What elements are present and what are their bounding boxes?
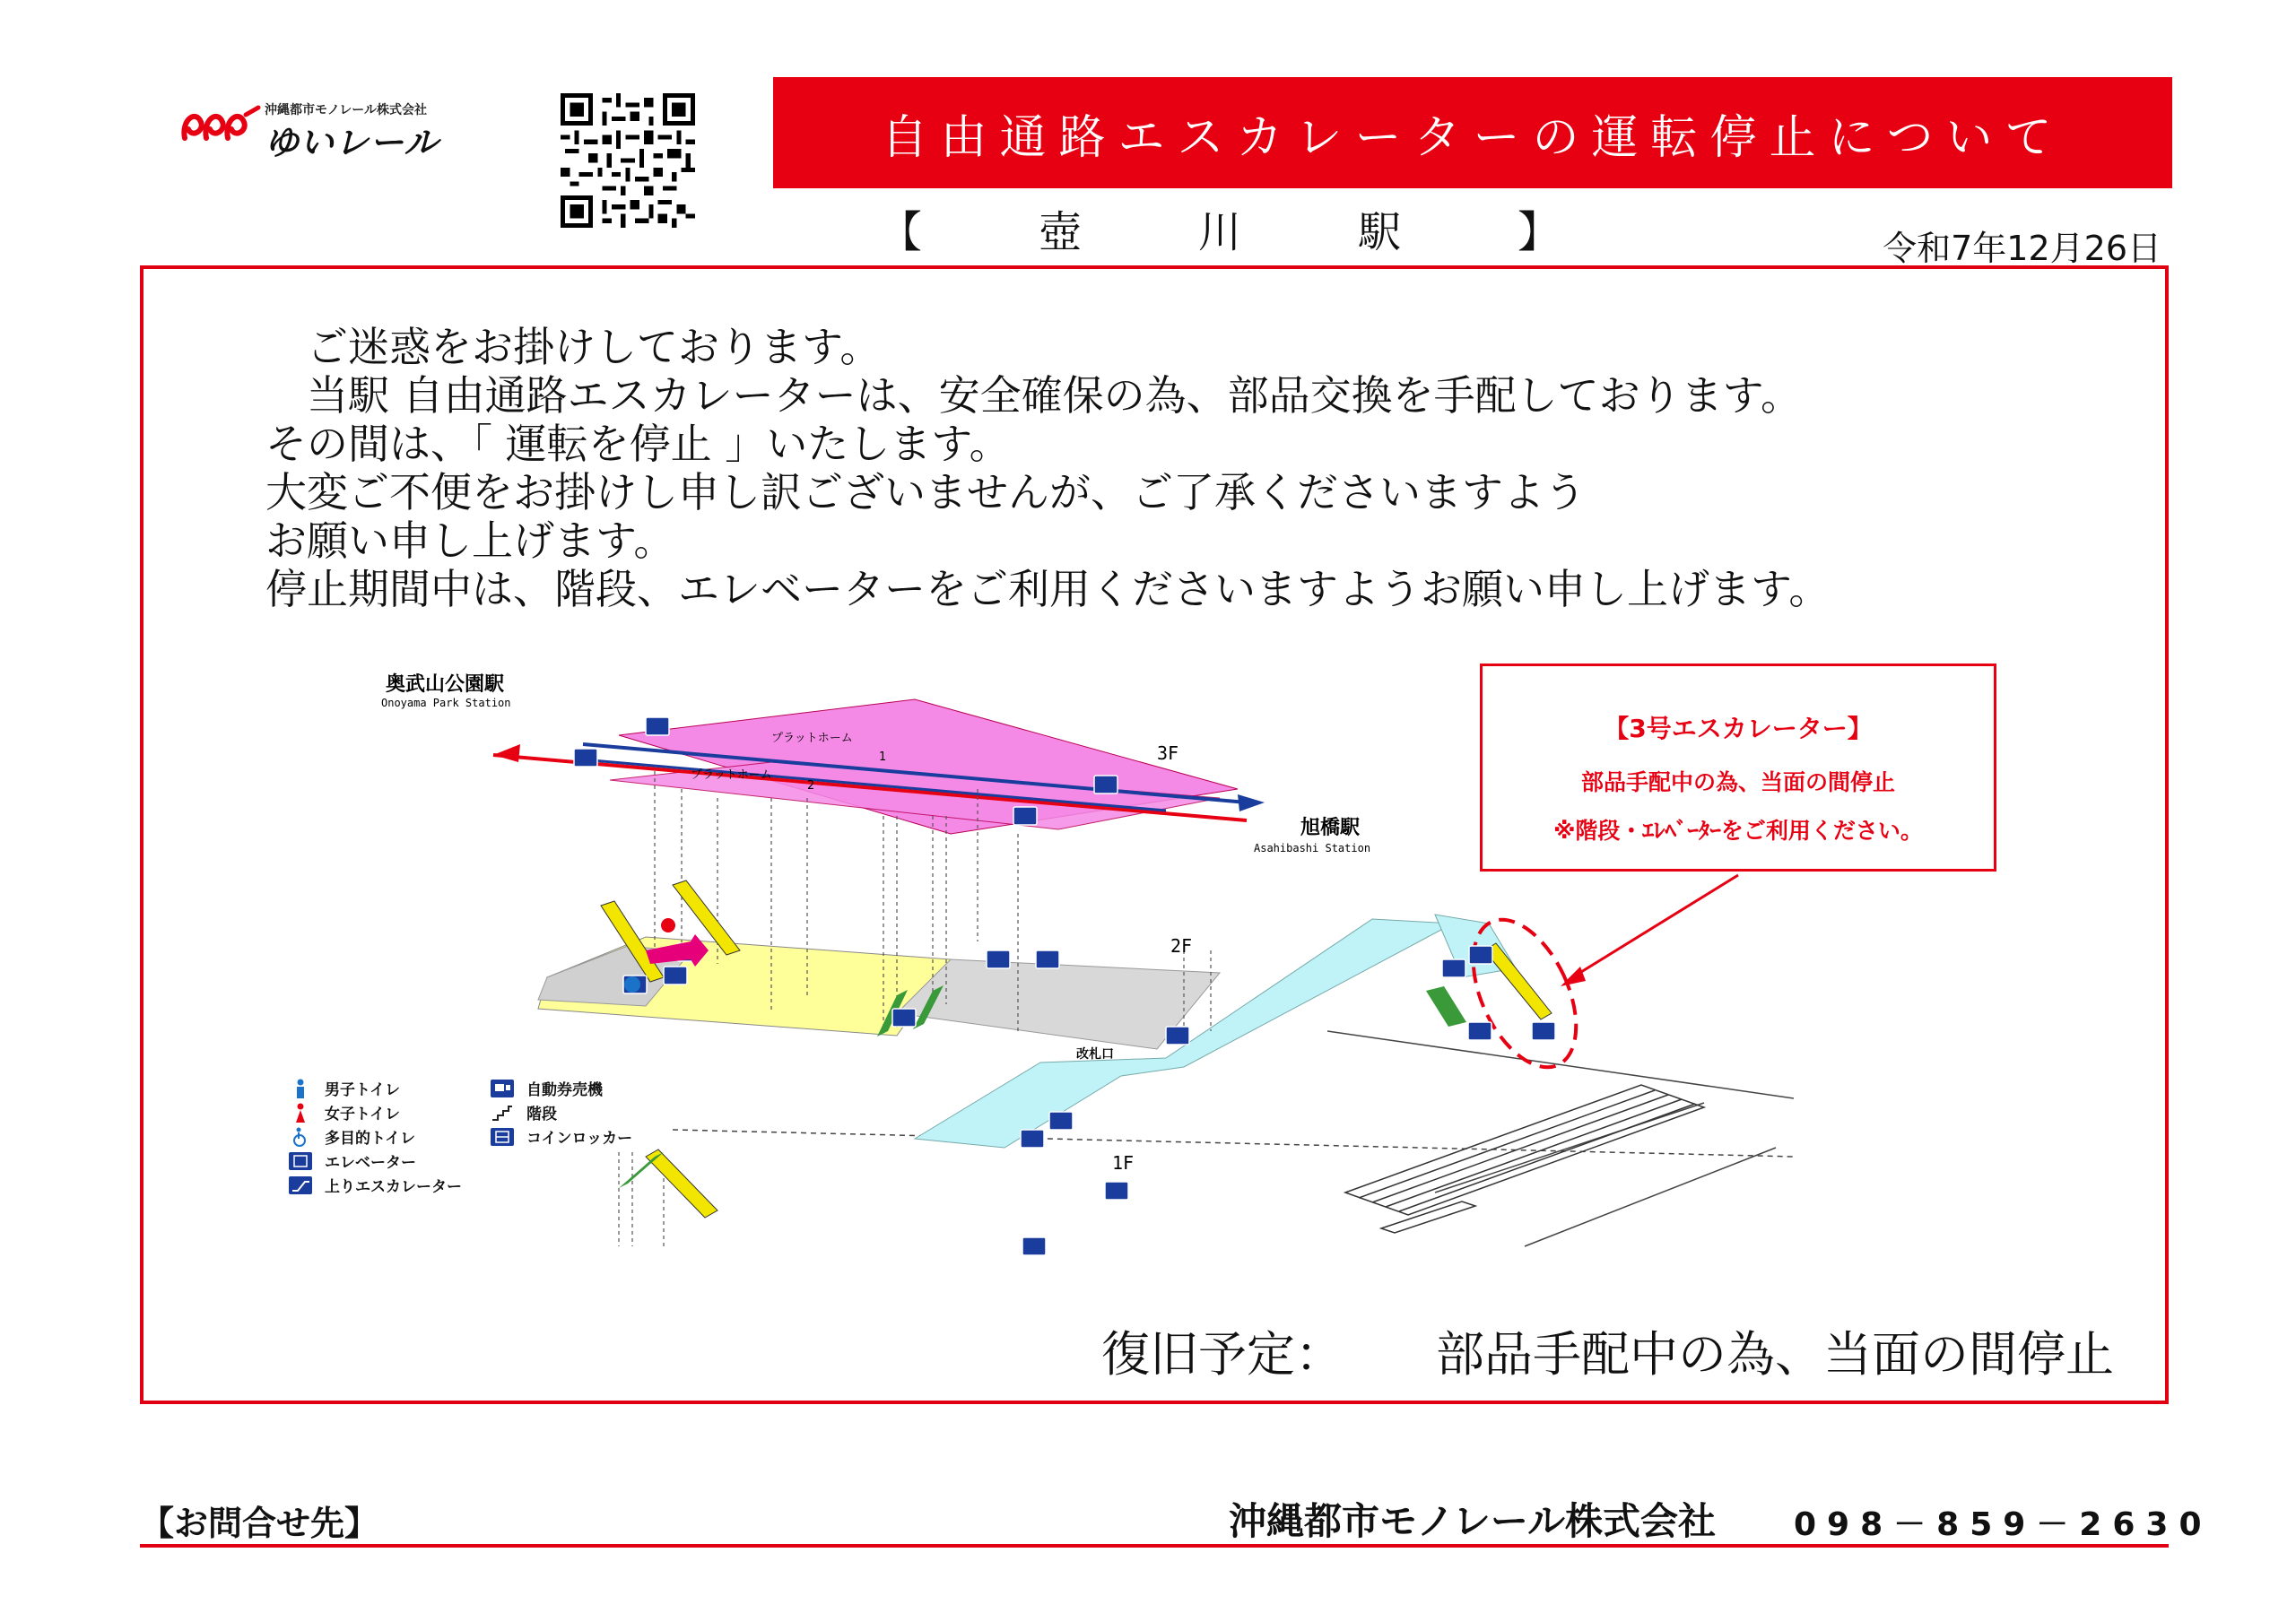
elevator-icon xyxy=(287,1151,314,1171)
legend-item xyxy=(287,1100,462,1124)
logo-company-name: 沖縄都市モノレール株式会社 xyxy=(265,103,428,117)
male-toilet-icon xyxy=(287,1079,314,1098)
legend-label: 男子トイレ xyxy=(325,1081,401,1099)
escalator-stop-callout xyxy=(1480,664,1996,872)
female-toilet-icon xyxy=(287,1103,314,1123)
station-bracket-close: 】 xyxy=(1517,206,1561,257)
message-line: お願い申し上げます。 xyxy=(265,516,675,565)
station-east-en: Asahibashi Station xyxy=(1254,842,1371,854)
legend-item xyxy=(287,1173,462,1197)
station-char-3: 駅 xyxy=(1357,206,1401,257)
platform-2-label: プラットホーム xyxy=(691,768,772,782)
legend-column-right xyxy=(489,1076,632,1197)
company-name: 沖縄都市モノレール株式会社 xyxy=(1229,1499,1717,1543)
phone-number[interactable]: 098－859－2630 xyxy=(1794,1506,2213,1543)
restore-label: 復旧予定： xyxy=(1101,1326,1344,1383)
platform-1-label: プラットホーム xyxy=(771,732,853,745)
notice-date: 令和7年12月26日 xyxy=(1883,229,2161,268)
floor-1f-label: 1F xyxy=(1112,1152,1135,1174)
legend-label: 階段 xyxy=(526,1106,557,1123)
message-line: 大変ご不便をお掛けし申し訳ございませんが、ご了承くださいますよう xyxy=(265,468,1586,516)
platform-2-number: 2 xyxy=(807,779,815,793)
diagram-legend xyxy=(287,1076,753,1197)
legend-item xyxy=(489,1124,632,1149)
female-toilet-icon xyxy=(661,918,675,932)
station-west-en: Onoyama Park Station xyxy=(381,697,511,709)
yui-rail-logo-icon xyxy=(179,102,262,147)
qr-code-icon[interactable] xyxy=(561,93,695,228)
ticket-gate-label: 改札口 xyxy=(1076,1047,1114,1062)
multipurpose-toilet-icon xyxy=(287,1127,314,1147)
legend-label: 女子トイレ xyxy=(325,1106,401,1123)
station-char-2: 川 xyxy=(1197,206,1241,257)
platform-1-number: 1 xyxy=(879,750,887,764)
contact-label: 【お問合せ先】 xyxy=(140,1504,379,1543)
crosswalk xyxy=(1345,1085,1704,1233)
legend-item xyxy=(287,1076,462,1100)
restore-value: 部品手配中の為、当面の間停止 xyxy=(1436,1326,2114,1383)
message-line: 停止期間中は、階段、エレベーターをご利用くださいますようお願い申し上げます。 xyxy=(265,565,1831,613)
ticket-machine-icon xyxy=(489,1079,516,1098)
notice-title: 自由通路エスカレーターの運転停止について xyxy=(773,77,2172,188)
legend-item xyxy=(287,1124,462,1149)
legend-label: 上りエスカレーター xyxy=(325,1178,462,1196)
station-name xyxy=(879,199,1561,256)
message-line: ご迷惑をお掛けしております。 xyxy=(265,323,882,371)
restore-schedule xyxy=(1101,1316,2114,1385)
ground-lines xyxy=(673,1031,1794,1246)
callout-line-1: 部品手配中の為、当面の間停止 xyxy=(1580,769,1895,795)
legend-label: 自動券売機 xyxy=(526,1081,603,1099)
callout-title: 【3号エスカレーター】 xyxy=(1604,714,1873,743)
message-line: その間は、「 運転を停止 」いたします。 xyxy=(265,420,1011,468)
legend-label: エレベーター xyxy=(325,1154,416,1172)
coin-locker-icon xyxy=(489,1127,516,1147)
station-east-name: 旭橋駅 xyxy=(1300,817,1361,839)
legend-label: コインロッカー xyxy=(526,1130,633,1148)
station-west-name: 奥武山公園駅 xyxy=(386,673,505,696)
legend-item xyxy=(489,1076,632,1100)
notice-message xyxy=(265,323,2059,613)
footer-divider xyxy=(140,1544,2169,1548)
legend-item xyxy=(489,1100,632,1124)
up-escalator-icon xyxy=(287,1175,314,1195)
legend-label: 多目的トイレ xyxy=(325,1130,416,1148)
station-bracket-open: 【 xyxy=(879,206,923,257)
legend-item xyxy=(287,1149,462,1173)
message-line: 当駅 自由通路エスカレーターは、安全確保の為、部品交換を手配しております。 xyxy=(265,371,1802,420)
callout-line-2: ※階段・ｴﾚﾍﾞｰﾀｰをご利用ください。 xyxy=(1553,818,1923,844)
male-toilet-icon xyxy=(624,976,640,993)
logo-brand-name: ゆいレール xyxy=(265,123,439,162)
legend-column-left xyxy=(287,1076,462,1197)
floor-3f-label: 3F xyxy=(1157,742,1179,764)
station-char-1: 壺 xyxy=(1038,206,1082,257)
stairs-icon xyxy=(489,1103,516,1123)
floor-2f-label: 2F xyxy=(1170,935,1193,957)
